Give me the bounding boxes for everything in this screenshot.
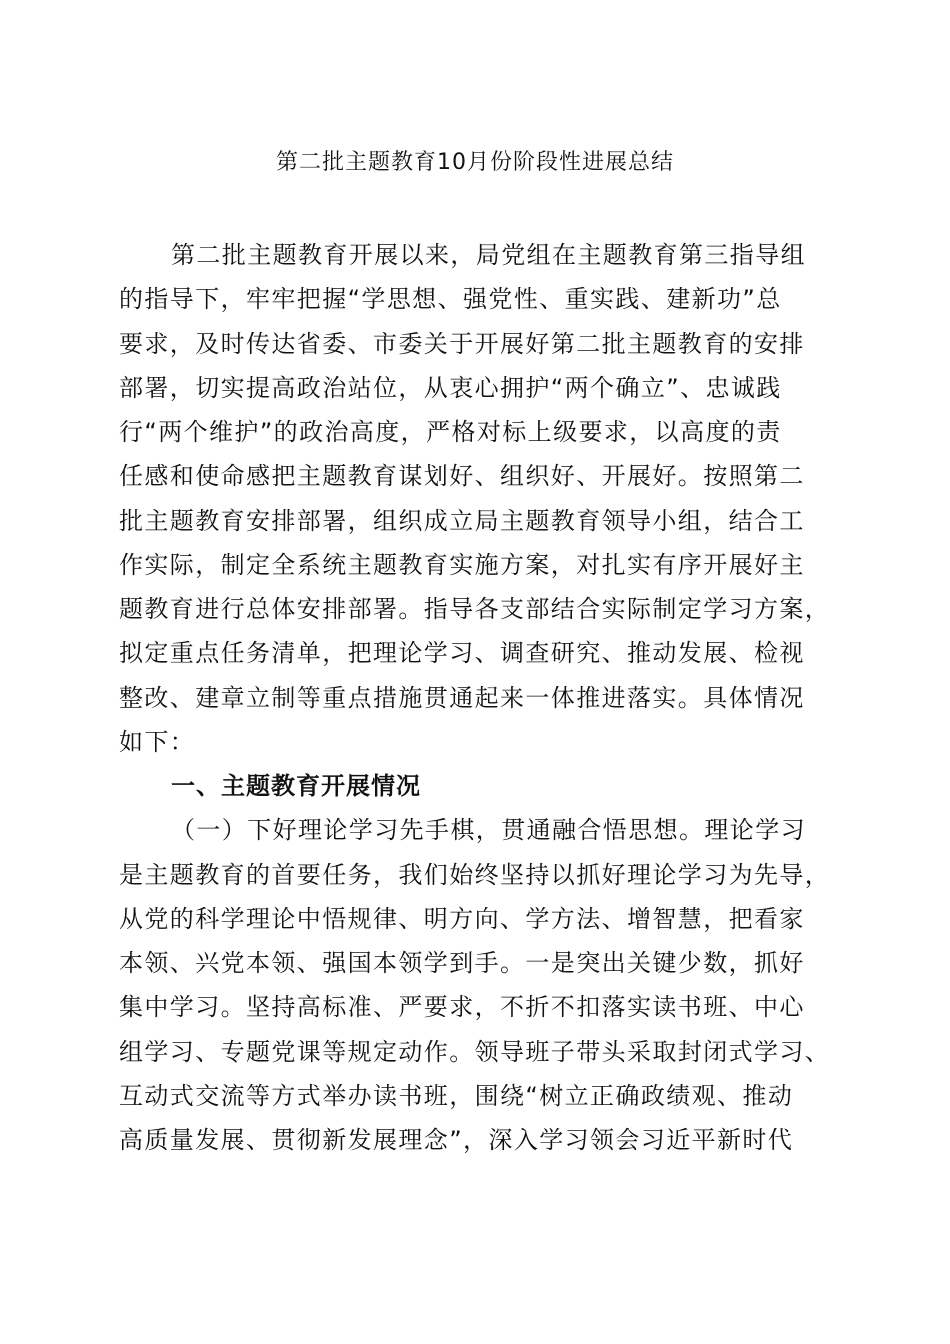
section-heading: 一、主题教育开展情况 — [171, 772, 421, 800]
document-title: 第二批主题教育10月份阶段性进展总结 — [276, 150, 674, 175]
paragraph-line: 批主题教育安排部署，组织成立局主题教育领导小组，结合工 — [119, 506, 805, 535]
paragraph-line: 拟定重点任务清单，把理论学习、调查研究、推动发展、检视 — [119, 639, 805, 668]
paragraph-line: 如下： — [119, 727, 196, 756]
paragraph-line: 组学习、专题党课等规定动作。领导班子带头采取封闭式学习、 — [119, 1037, 831, 1066]
paragraph-line: 任感和使命感把主题教育谋划好、组织好、开展好。按照第二 — [119, 462, 805, 491]
paragraph-line: 互动式交流等方式举办读书班，围绕“树立正确政绩观、推动 — [119, 1081, 794, 1110]
paragraph-line: 行“两个维护”的政治高度，严格对标上级要求，以高度的责 — [119, 418, 782, 446]
paragraph-line: 作实际，制定全系统主题教育实施方案，对扎实有序开展好主 — [119, 550, 805, 579]
paragraph-line: 要求，及时传达省委、市委关于开展好第二批主题教育的安排 — [119, 329, 805, 358]
paragraph-line: 第二批主题教育开展以来，局党组在主题教育第三指导组 — [171, 241, 806, 269]
paragraph-line: 题教育进行总体安排部署。指导各支部结合实际制定学习方案， — [119, 595, 831, 623]
paragraph-line: 整改、建章立制等重点措施贯通起来一体推进落实。具体情况 — [119, 683, 805, 712]
paragraph-line: 的指导下，牢牢把握“学思想、强党性、重实践、建新功”总 — [119, 285, 782, 314]
paragraph-line: （一）下好理论学习先手棋，贯通融合悟思想。理论学习 — [171, 816, 806, 845]
paragraph-line: 是主题教育的首要任务，我们始终坚持以抓好理论学习为先导， — [119, 860, 831, 889]
paragraph-line: 集中学习。坚持高标准、严要求，不折不扣落实读书班、中心 — [119, 993, 805, 1022]
document-body — [119, 233, 834, 1162]
paragraph-line: 本领、兴党本领、强国本领学到手。一是突出关键少数，抓好 — [119, 949, 805, 977]
paragraph-line: 部署，切实提高政治站位，从衷心拥护“两个确立”、忠诚践 — [119, 373, 782, 402]
paragraph-line: 从党的科学理论中悟规律、明方向、学方法、增智慧，把看家 — [119, 904, 805, 933]
paragraph-line: 高质量发展、贯彻新发展理念”，深入学习领会习近平新时代 — [119, 1126, 794, 1154]
